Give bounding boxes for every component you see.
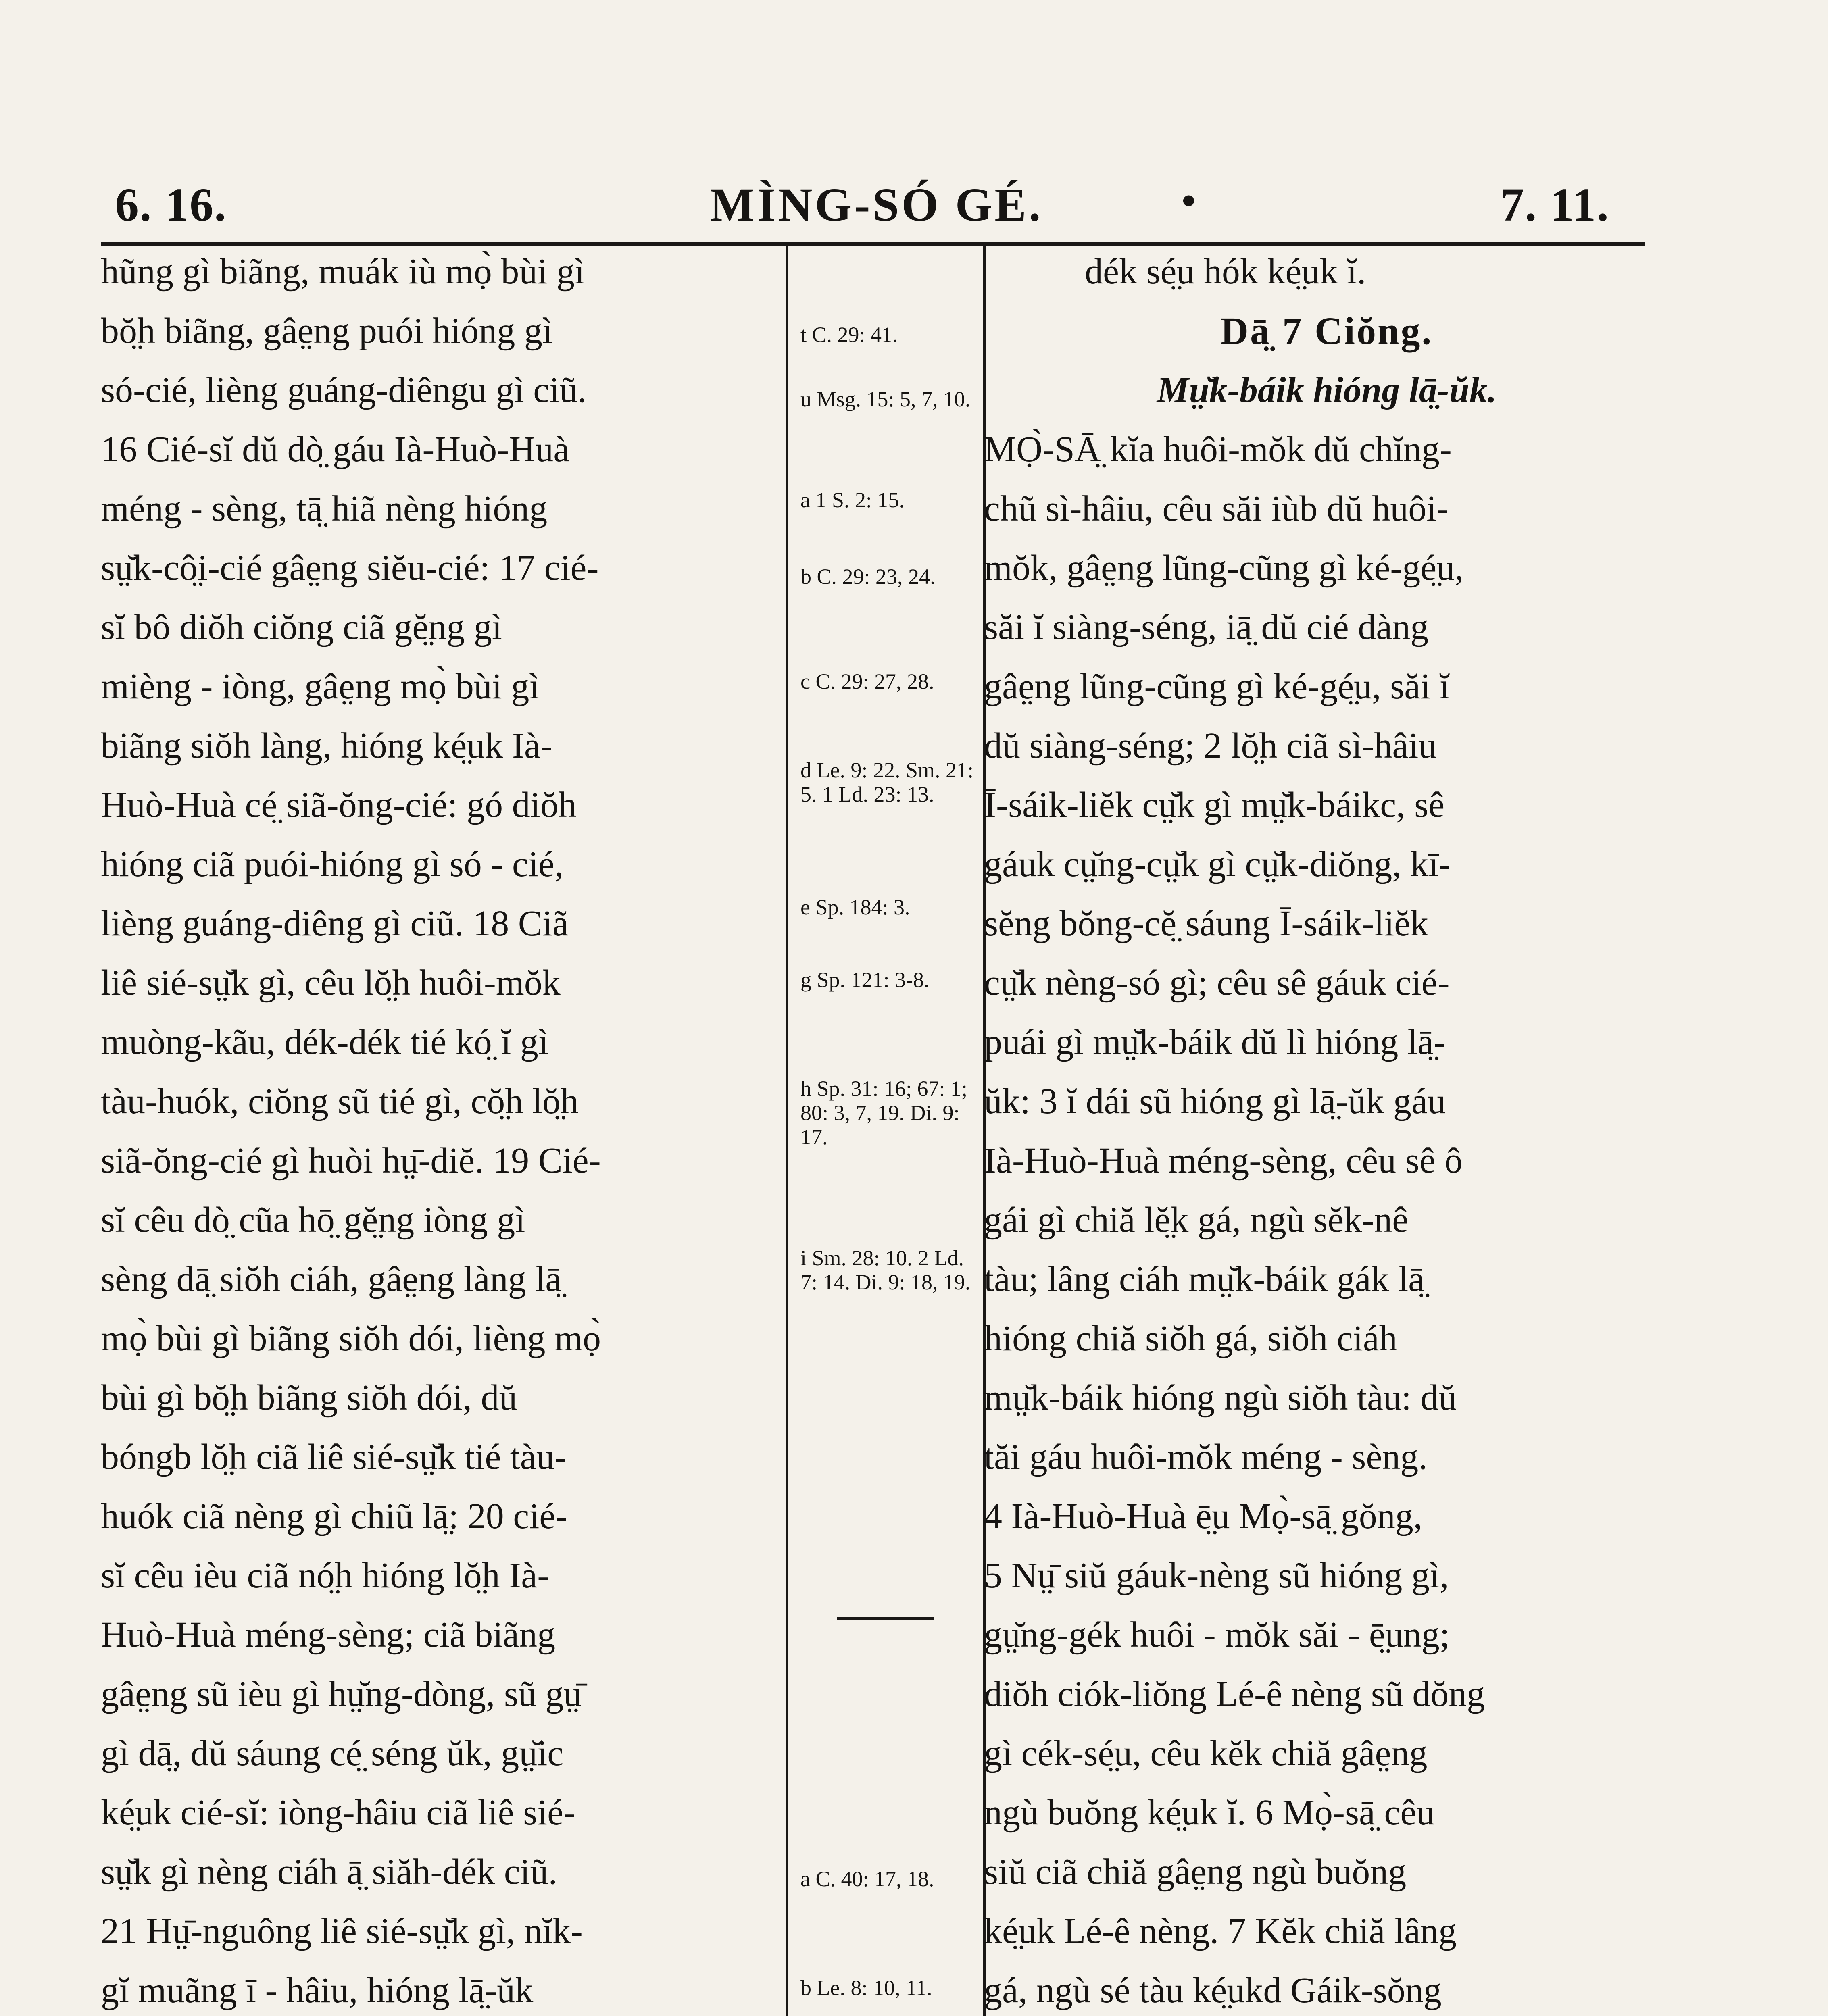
running-head-left-ref: 6. 16. [115,178,227,231]
text-line: dŭ siàng-séng; 2 lŏ̤̤h ciã sì-hâiu [984,726,1437,766]
text-line: cṳ̆k nèng-só gì; cêu sê gáuk cié- [984,963,1450,1003]
text-line: tăi gáu huôi-mŏk méng - sèng. [984,1437,1428,1477]
text-line: dék sé̤u hók ké̤uk ĭ. [1085,252,1366,292]
text-line: tàu-huók, ciŏng sũ tié gì, cŏ̤̤h lŏ̤̤h [101,1081,579,1121]
text-line: gì dā̤, dŭ sáung cé̤ séng ŭk, gṳ̆ic [101,1733,564,1773]
text-line: Huò-Huà cé̤ siã-ŏng-cié: gó diŏh [101,785,577,825]
text-line: mọ̀ bùi gì biãng siŏh dói, lièng mọ̀ [101,1318,601,1358]
notes-separator-dash [837,1617,934,1620]
text-line: hióng ciã puói-hióng gì só - cié, [101,844,564,884]
text-line: siŭ ciã chiă gâe̤ng ngù buŏng [984,1852,1407,1892]
cross-reference: h Sp. 31: 16; 67: 1; 80: 3, 7, 19. Di. 9: 17. [800,1077,968,1149]
text-line: ŭk: 3 ĭ dái sũ hióng gì lā̤-ŭk gáu [984,1081,1446,1121]
text-line: bùi gì bŏ̤̤h biãng siŏh dói, dŭ [101,1378,517,1418]
cross-reference: g Sp. 121: 3-8. [800,968,930,992]
text-line: tàu; lâng ciáh mṳ̆k-báik gák lā̤ [984,1259,1425,1299]
section-heading: Mṳ̆k-báik hióng lā̤-ŭk. [1157,370,1497,410]
cross-reference: d Le. 9: 22. Sm. 21: 5. 1 Ld. 23: 13. [800,758,973,806]
text-line: sĭ cêu dò̤ cũa hō̤ gĕ̤ng iòng gì [101,1200,525,1240]
text-line: lièng guáng-diêng gì ciũ. 18 Ciã [101,904,569,943]
text-line: ngù buŏng ké̤uk ĭ. 6 Mọ̀-sā̤ cêu [984,1793,1435,1833]
text-line: Ī-sáik-liĕk cṳ̆k gì mṳ̆k-báikc, sê [984,785,1445,825]
cross-reference: e Sp. 184: 3. [800,895,910,919]
cross-reference: b Le. 8: 10, 11. [800,1976,932,2000]
text-line: săi ĭ siàng-séng, iā̤ dŭ cié dàng [984,607,1429,647]
text-line: 5 Nṳ̄ siŭ gáuk-nèng sũ hióng gì, [984,1556,1449,1595]
cross-reference: t C. 29: 41. [800,323,898,347]
text-line: bóngb lŏ̤̤h ciã liê sié-sṳ̆k tié tàu- [101,1437,567,1477]
right-text-column [984,242,1670,2016]
text-line: gṳ̆ng-gék huôi - mŏk săi - ē̤ung; [984,1615,1450,1655]
text-line: MỌ̀-SĀ̤ kĭa huôi-mŏk dŭ chĭng- [984,429,1452,469]
text-line: mŏk, gâe̤ng lũng-cũng gì ké-gé̤u, [984,548,1464,588]
text-line: gĭ muãng ī - hâiu, hióng lā̤-ŭk [101,1970,534,2010]
text-line: hióng chiă siŏh gá, siŏh ciáh [984,1318,1397,1358]
text-line: 16 Cié-sĭ dŭ dò̤ gáu Ià-Huò-Huà [101,429,570,469]
text-line: gái gì chiă lĕ̤k gá, ngù sĕk-nê [984,1200,1409,1240]
text-line: muòng-kãu, dék-dék tié kó̤ ĭ gì [101,1022,548,1062]
text-line: gâe̤ng sũ ièu gì hṳ̆ng-dòng, sũ gṳ̄ [101,1674,582,1714]
text-line: gá, ngù sé tàu ké̤ukd Gáik-sŏng [984,1970,1442,2010]
text-line: sèng dā̤ siŏh ciáh, gâe̤ng làng lā̤ [101,1259,562,1299]
text-line: gáuk cṳ̆ng-cṳ̆k gì cṳ̆k-diŏng, kī- [984,844,1451,884]
text-line: ké̤uk cié-sĭ: iòng-hâiu ciã liê sié- [101,1793,576,1833]
text-line: 4 Ià-Huò-Huà ē̤u Mọ̀-sā̤ gŏng, [984,1496,1423,1536]
cross-reference: b C. 29: 23, 24. [800,564,936,589]
text-line: sĕng bŏng-cĕ̤̤ sáung Ī-sáik-liĕk [984,904,1429,943]
text-line: hũng gì biãng, muák iù mọ̀ bùi gì [101,252,585,292]
running-head-right-ref: 7. 11. [1500,178,1609,231]
text-line: sĭ cêu ièu ciã nó̤h hióng lŏ̤̤h Ià- [101,1556,550,1595]
running-head-dot: • [1182,178,1197,223]
cross-reference: a 1 S. 2: 15. [800,488,905,512]
running-head-title: MÌNG-SÓ GÉ. [710,178,1043,231]
text-line: só-cié, lièng guáng-diêngu gì ciũ. [101,370,587,410]
text-line: méng - sèng, tā̤ hiã nèng hióng [101,489,548,529]
text-line: 21 Hṳ̄-nguông liê sié-sṳ̆k gì, nĭk- [101,1911,583,1951]
text-line: chũ sì-hâiu, cêu săi iùb dŭ huôi- [984,489,1449,529]
text-line: Huò-Huà méng-sèng; ciã biãng [101,1615,556,1655]
text-line: siã-ŏng-cié gì huòi hṳ̄-diĕ. 19 Cié- [101,1141,601,1181]
text-line: gì cék-sé̤u, cêu kĕk chiă gâe̤ng [984,1733,1428,1773]
chapter-heading: Dā̤ 7 Ciŏng. [1220,309,1433,352]
text-line: huók ciã nèng gì chiũ lā̤: 20 cié- [101,1496,568,1536]
text-line: diŏh ciók-liŏng Lé-ê nèng sũ dŏng [984,1674,1485,1714]
text-line: mṳ̆k-báik hióng ngù siŏh tàu: dŭ [984,1378,1457,1418]
left-text-column [101,242,786,2016]
text-line: sṳ̆k-cô̤i-cié gâe̤ng siĕu-cié: 17 cié- [101,548,599,588]
text-line: sĭ bô diŏh ciŏng ciã gĕ̤ng gì [101,607,502,647]
text-line: Ià-Huò-Huà méng-sèng, cêu sê ô [984,1141,1463,1181]
cross-reference: c C. 29: 27, 28. [800,669,934,694]
text-line: ké̤uk Lé-ê nèng. 7 Kĕk chiă lâng [984,1911,1457,1951]
text-line: liê sié-sṳ̆k gì, cêu lŏ̤̤h huôi-mŏk [101,963,561,1003]
text-line: sṳ̆k gì nèng ciáh ā̤ siăh-dék ciũ. [101,1852,558,1892]
text-line: bŏ̤̤h biãng, gâe̤ng puói hióng gì [101,311,552,351]
cross-reference: u Msg. 15: 5, 7, 10. [800,387,971,411]
text-line: biãng siŏh làng, hióng ké̤uk Ià- [101,726,552,766]
cross-reference: a C. 40: 17, 18. [800,1867,934,1891]
cross-reference: i Sm. 28: 10. 2 Ld. 7: 14. Di. 9: 18, 19. [800,1246,971,1294]
text-line: mièng - iòng, gâe̤ng mọ̀ bùi gì [101,666,540,706]
text-line: puái gì mṳ̆k-báik dŭ lì hióng lā̤- [984,1022,1446,1062]
text-line: gâe̤ng lũng-cũng gì ké-gé̤u, săi ĭ [984,666,1450,706]
